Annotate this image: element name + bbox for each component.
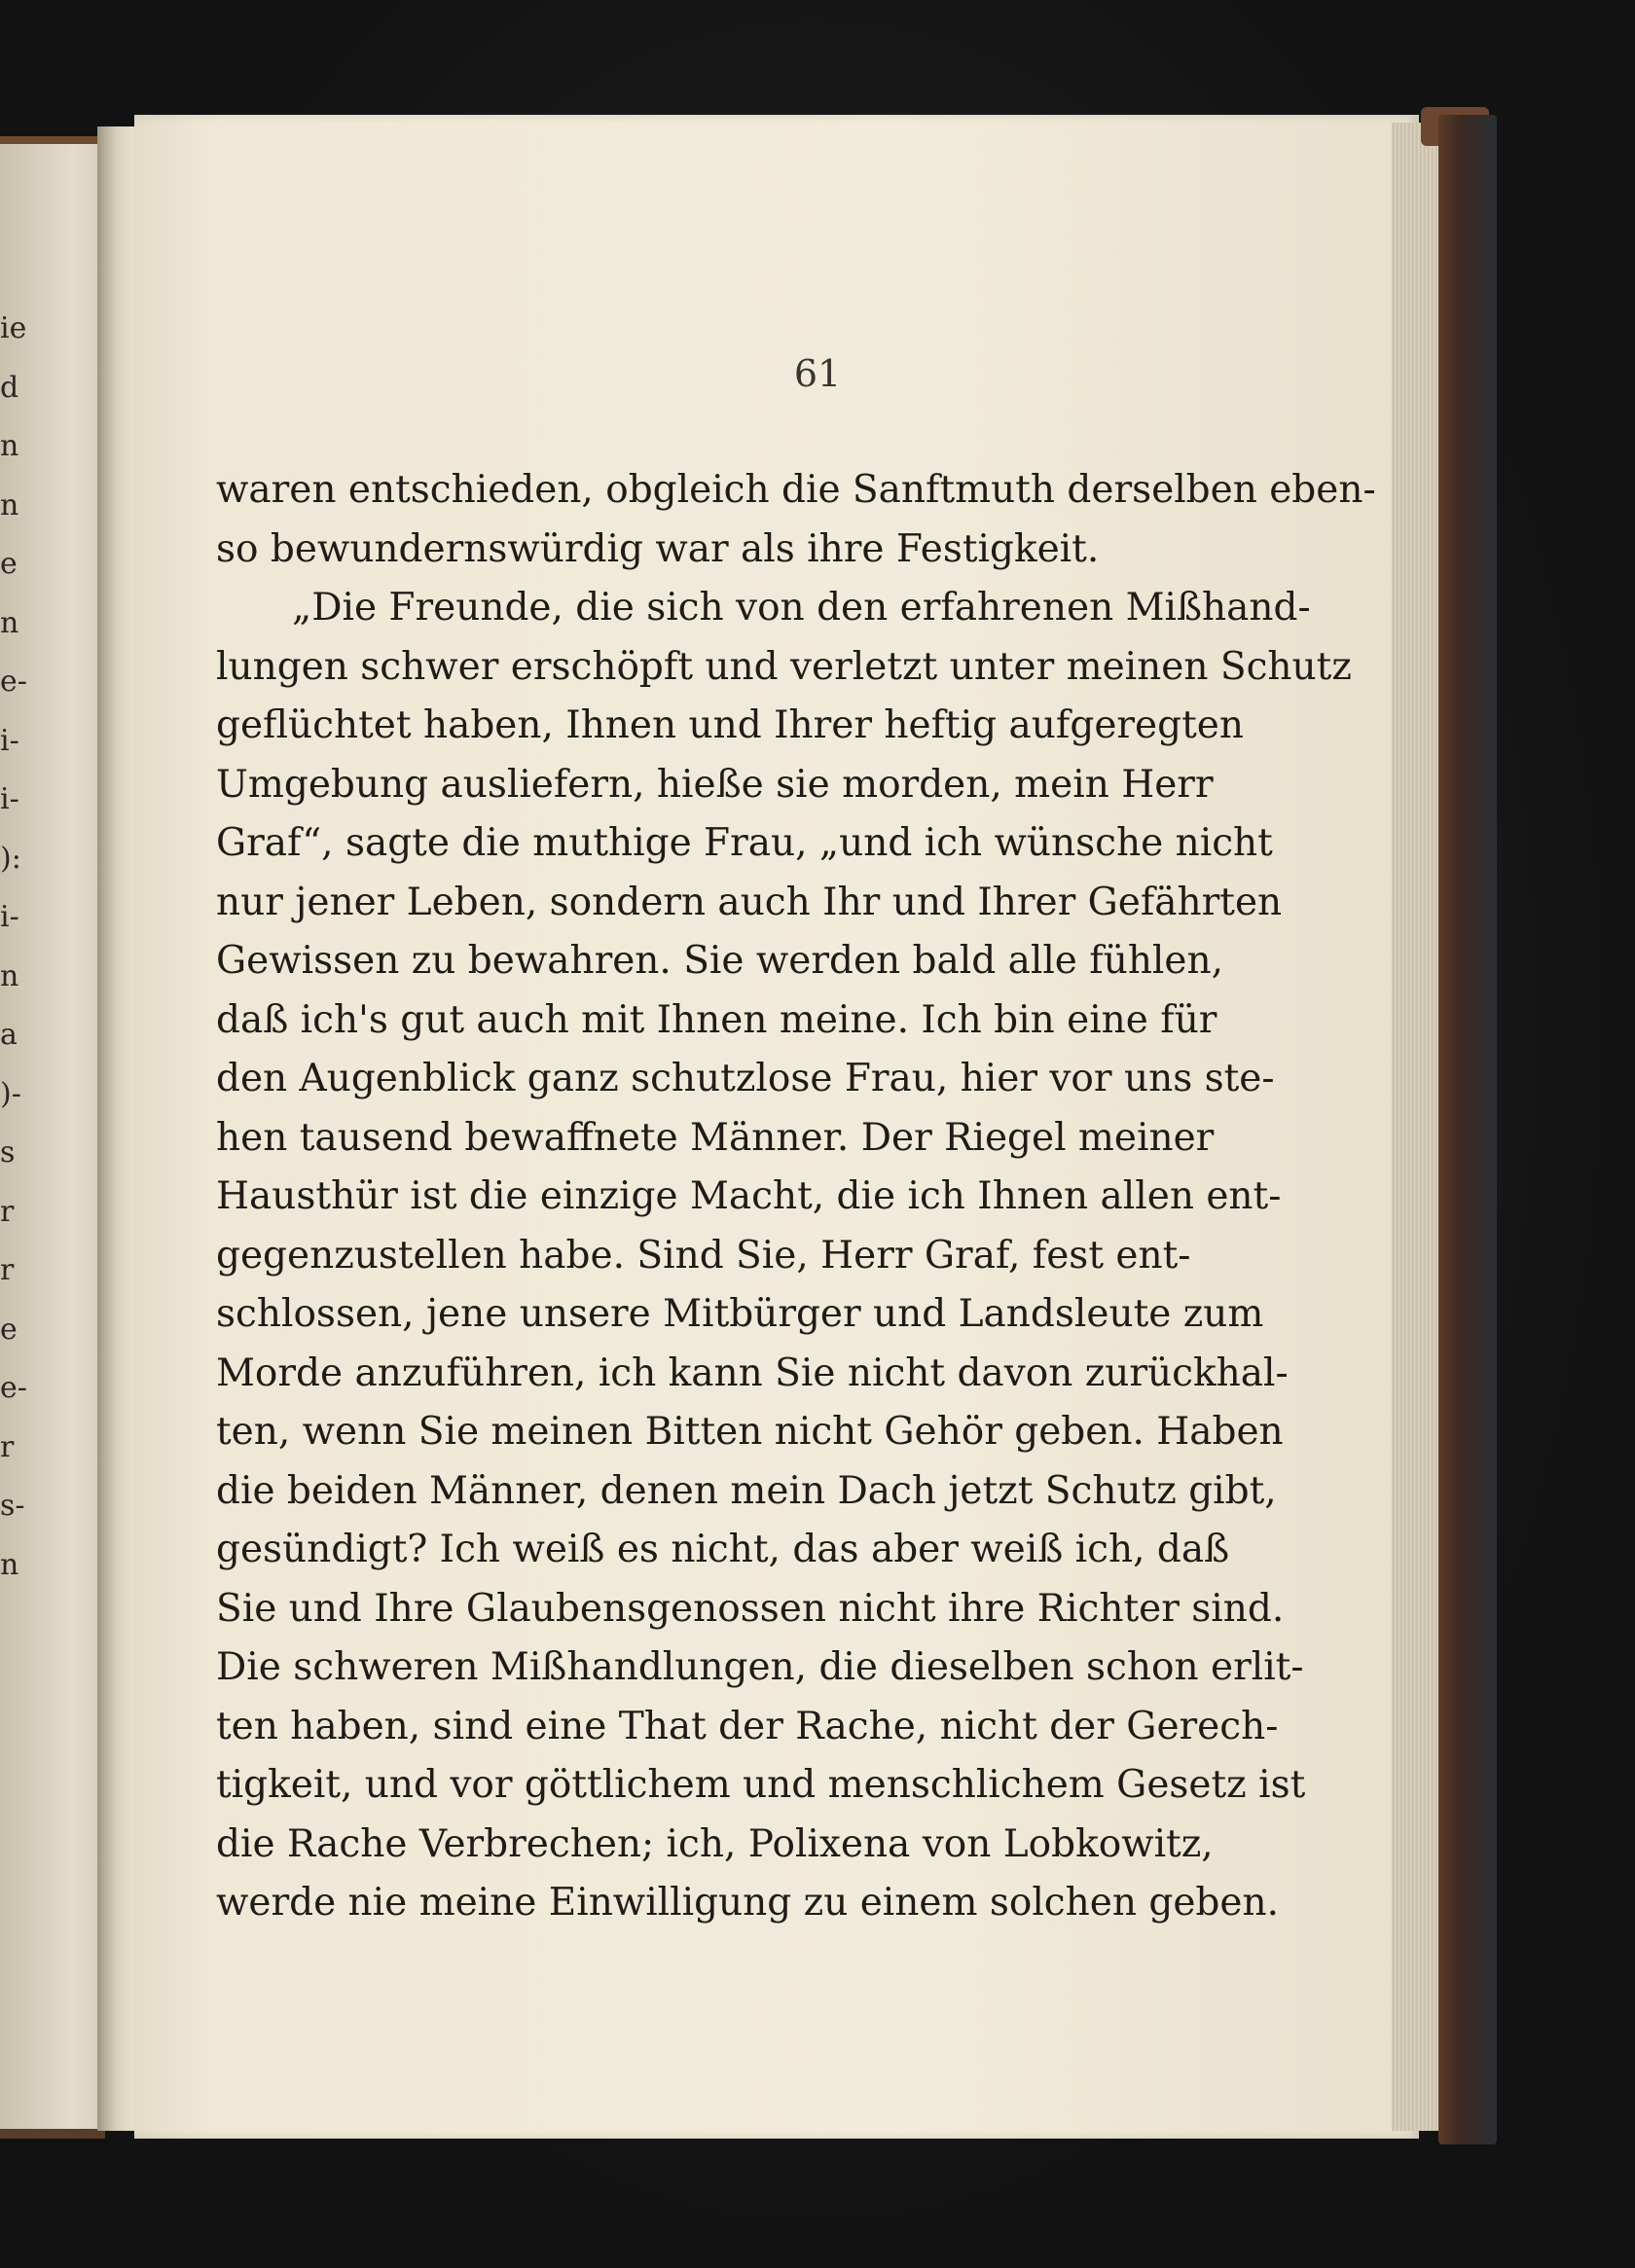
left-page-fragment: i- bbox=[0, 782, 19, 816]
text-line: den Augenblick ganz schutzlose Frau, hier vor uns ste- bbox=[216, 1057, 1275, 1100]
left-page bbox=[0, 136, 105, 2139]
text-line: ten, wenn Sie meinen Bitten nicht Gehör geben. Haben bbox=[216, 1410, 1284, 1454]
text-line: gesündigt? Ich weiß es nicht, das aber weiß ich, daß bbox=[216, 1528, 1230, 1571]
left-page-fragment: r bbox=[0, 1194, 15, 1229]
left-page-fragment: r bbox=[0, 1429, 15, 1464]
text-line: die beiden Männer, denen mein Dach jetzt Schutz gibt, bbox=[216, 1468, 1277, 1513]
text-line: waren entschieden, obgleich die Sanftmuth derselben eben- bbox=[216, 468, 1376, 512]
body-text bbox=[216, 461, 1376, 1933]
left-page-fragment: e- bbox=[0, 665, 27, 699]
left-page-fragment: a bbox=[0, 1018, 18, 1052]
book-cover bbox=[1438, 115, 1497, 2144]
left-page-fragment: ie bbox=[0, 311, 27, 345]
left-page-fragment: n bbox=[0, 958, 19, 993]
left-page-fragment: d bbox=[0, 370, 19, 405]
text-line: nur jener Leben, sondern auch Ihr und Ihrer Gefährten bbox=[216, 880, 1283, 924]
left-page-fragment: r bbox=[0, 1253, 15, 1287]
left-page-fragment: s- bbox=[0, 1489, 25, 1523]
text-line: Hausthür ist die einzige Macht, die ich Ihnen allen ent- bbox=[216, 1174, 1282, 1218]
text-line: so bewundernswürdig war als ihre Festigkeit. bbox=[216, 526, 1100, 571]
left-page-fragment: n bbox=[0, 429, 19, 463]
text-line: Graf“, sagte die muthige Frau, „und ich wünsche nicht bbox=[216, 821, 1273, 865]
left-page-fragment: s bbox=[0, 1135, 16, 1170]
text-line: Die schweren Mißhandlungen, die dieselben schon erlit- bbox=[216, 1645, 1304, 1689]
text-line: geflüchtet haben, Ihnen und Ihrer heftig aufgeregten bbox=[216, 703, 1244, 747]
left-page-fragment: i- bbox=[0, 723, 19, 758]
left-page-fragment: )- bbox=[0, 1076, 21, 1111]
text-line: Sie und Ihre Glaubensgenossen nicht ihre Richter sind. bbox=[216, 1586, 1285, 1631]
text-line: schlossen, jene unsere Mitbürger und Landsleute zum bbox=[216, 1292, 1264, 1336]
text-line: Morde anzuführen, ich kann Sie nicht davon zurückhal- bbox=[216, 1350, 1289, 1395]
text-line: daß ich's gut auch mit Ihnen meine. Ich bin eine für bbox=[216, 997, 1217, 1042]
text-line: die Rache Verbrechen; ich, Polixena von Lobkowitz, bbox=[216, 1821, 1214, 1866]
left-page-fragment: n bbox=[0, 1547, 19, 1582]
text-line: Umgebung ausliefern, hieße sie morden, mein Herr bbox=[216, 762, 1214, 807]
left-page-fragment: e- bbox=[0, 1371, 27, 1405]
text-line: „Die Freunde, die sich von den erfahrenen Mißhand- bbox=[292, 586, 1311, 630]
left-page-fragment: ): bbox=[0, 841, 21, 876]
left-page-fragment: n bbox=[0, 487, 19, 522]
text-line: gegenzustellen habe. Sind Sie, Herr Graf, fest ent- bbox=[216, 1233, 1191, 1278]
left-page-fragment: n bbox=[0, 605, 19, 640]
text-line: tigkeit, und vor göttlichem und menschlichem Gesetz ist bbox=[216, 1763, 1306, 1807]
text-line: Gewissen zu bewahren. Sie werden bald alle fühlen, bbox=[216, 939, 1224, 983]
left-page-fragment: e bbox=[0, 547, 18, 581]
left-page-fragment: e bbox=[0, 1312, 18, 1347]
text-line: lungen schwer erschöpft und verletzt unter meinen Schutz bbox=[216, 644, 1352, 689]
text-line: ten haben, sind eine That der Rache, nicht der Gerech- bbox=[216, 1704, 1279, 1748]
text-line: werde nie meine Einwilligung zu einem solchen geben. bbox=[216, 1881, 1279, 1925]
text-line: hen tausend bewaffnete Männer. Der Riegel meiner bbox=[216, 1115, 1215, 1160]
page-number: 61 bbox=[793, 352, 842, 395]
left-page-fragment: i- bbox=[0, 900, 19, 934]
